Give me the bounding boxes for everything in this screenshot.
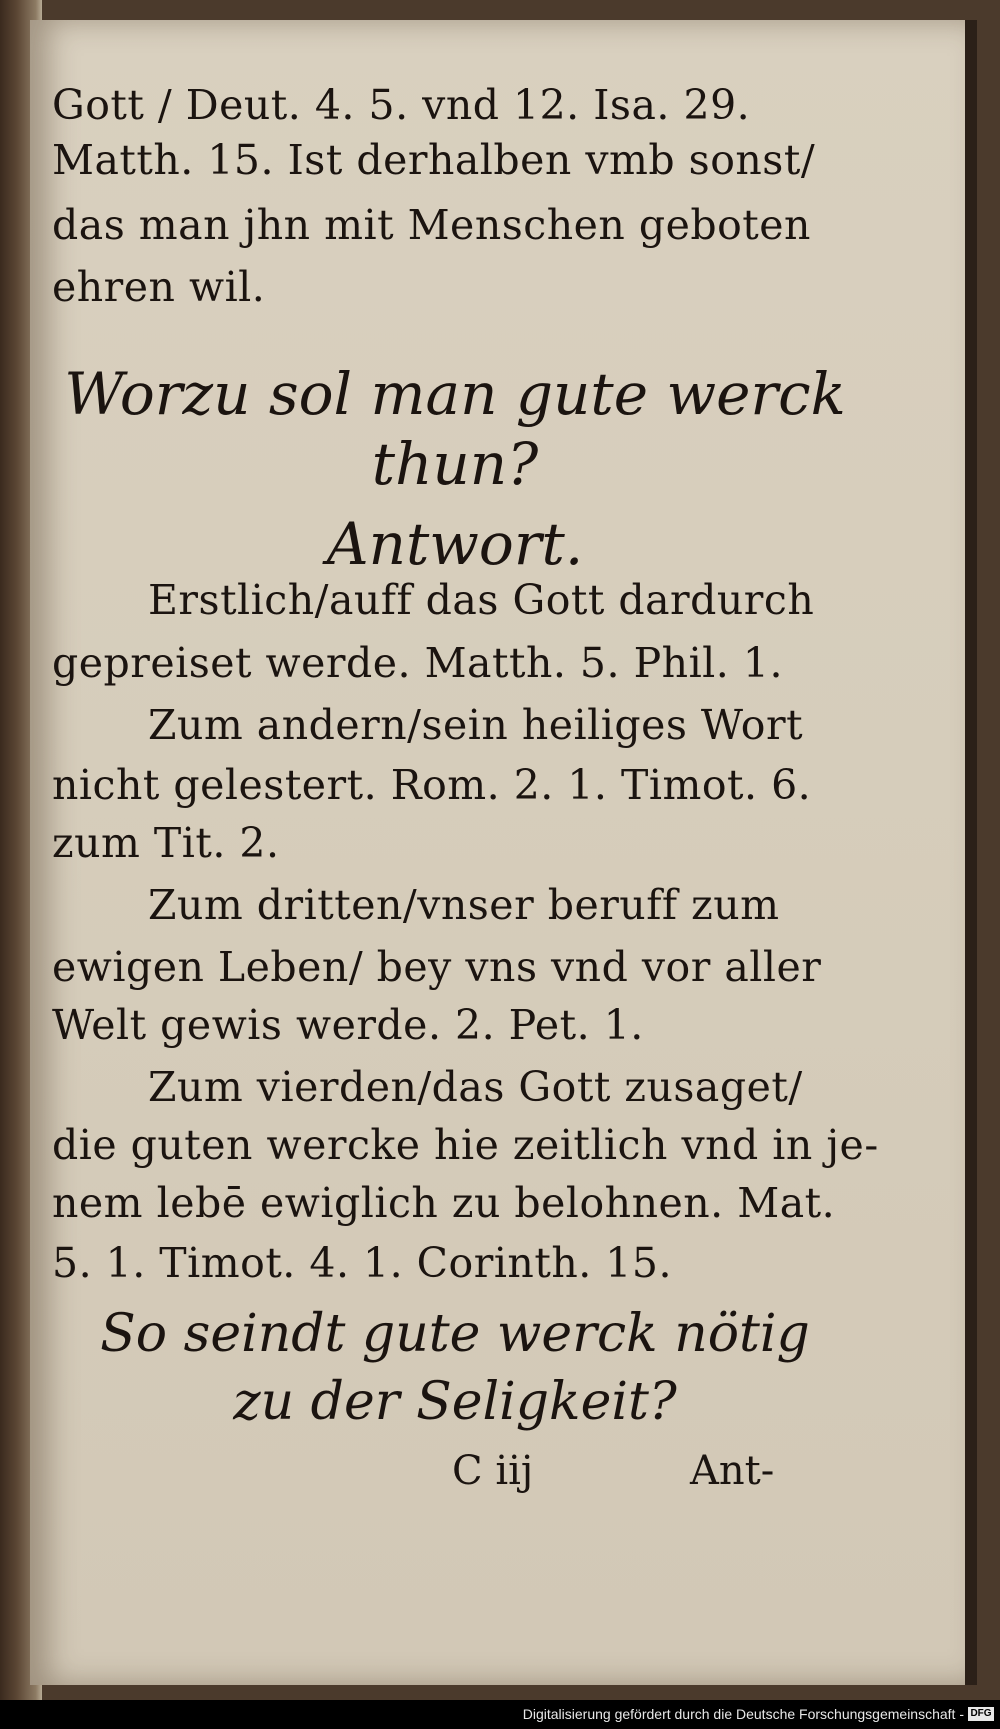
- text-line: gepreiset werde. Matth. 5. Phil. 1.: [52, 639, 783, 687]
- dfg-logo: DFG: [968, 1707, 994, 1721]
- page-edge-shadow: [965, 20, 977, 1685]
- text-line: die guten wercke hie zeitlich vnd in je-: [52, 1121, 879, 1169]
- section-heading: thun?: [371, 430, 539, 498]
- text-line: ehren wil.: [52, 263, 266, 311]
- text-line: Zum dritten/vnser beruff zum: [148, 881, 780, 929]
- footer-credit: Digitalisierung gefördert durch die Deutsche Forschungsgemeinschaft -: [522, 1706, 964, 1722]
- text-line: Gott / Deut. 4. 5. vnd 12. Isa. 29.: [52, 81, 751, 129]
- text-line: 5. 1. Timot. 4. 1. Corinth. 15.: [52, 1239, 672, 1287]
- text-line: Zum vierden/das Gott zusaget/: [148, 1063, 803, 1111]
- catchword: Ant-: [690, 1448, 775, 1494]
- text-line: das man jhn mit Menschen geboten: [52, 201, 811, 249]
- text-line: nicht gelestert. Rom. 2. 1. Timot. 6.: [52, 761, 812, 809]
- section-heading: So seindt gute werck nötig: [100, 1304, 810, 1364]
- answer-heading: Antwort.: [326, 510, 584, 578]
- section-heading: Worzu sol man gute werck: [64, 360, 846, 428]
- text-line: zum Tit. 2.: [52, 819, 280, 867]
- text-line: Welt gewis werde. 2. Pet. 1.: [52, 1001, 644, 1049]
- section-heading: zu der Seligkeit?: [233, 1372, 677, 1432]
- text-line: nem lebē ewiglich zu belohnen. Mat.: [52, 1179, 836, 1227]
- signature-mark: C iij: [452, 1448, 534, 1494]
- text-line: Zum andern/sein heiliges Wort: [148, 701, 804, 749]
- text-line: ewigen Leben/ bey vns vnd vor aller: [52, 943, 822, 991]
- text-line: Matth. 15. Ist derhalben vmb sonst/: [52, 136, 816, 184]
- text-line: Erstlich/auff das Gott dardurch: [148, 576, 815, 624]
